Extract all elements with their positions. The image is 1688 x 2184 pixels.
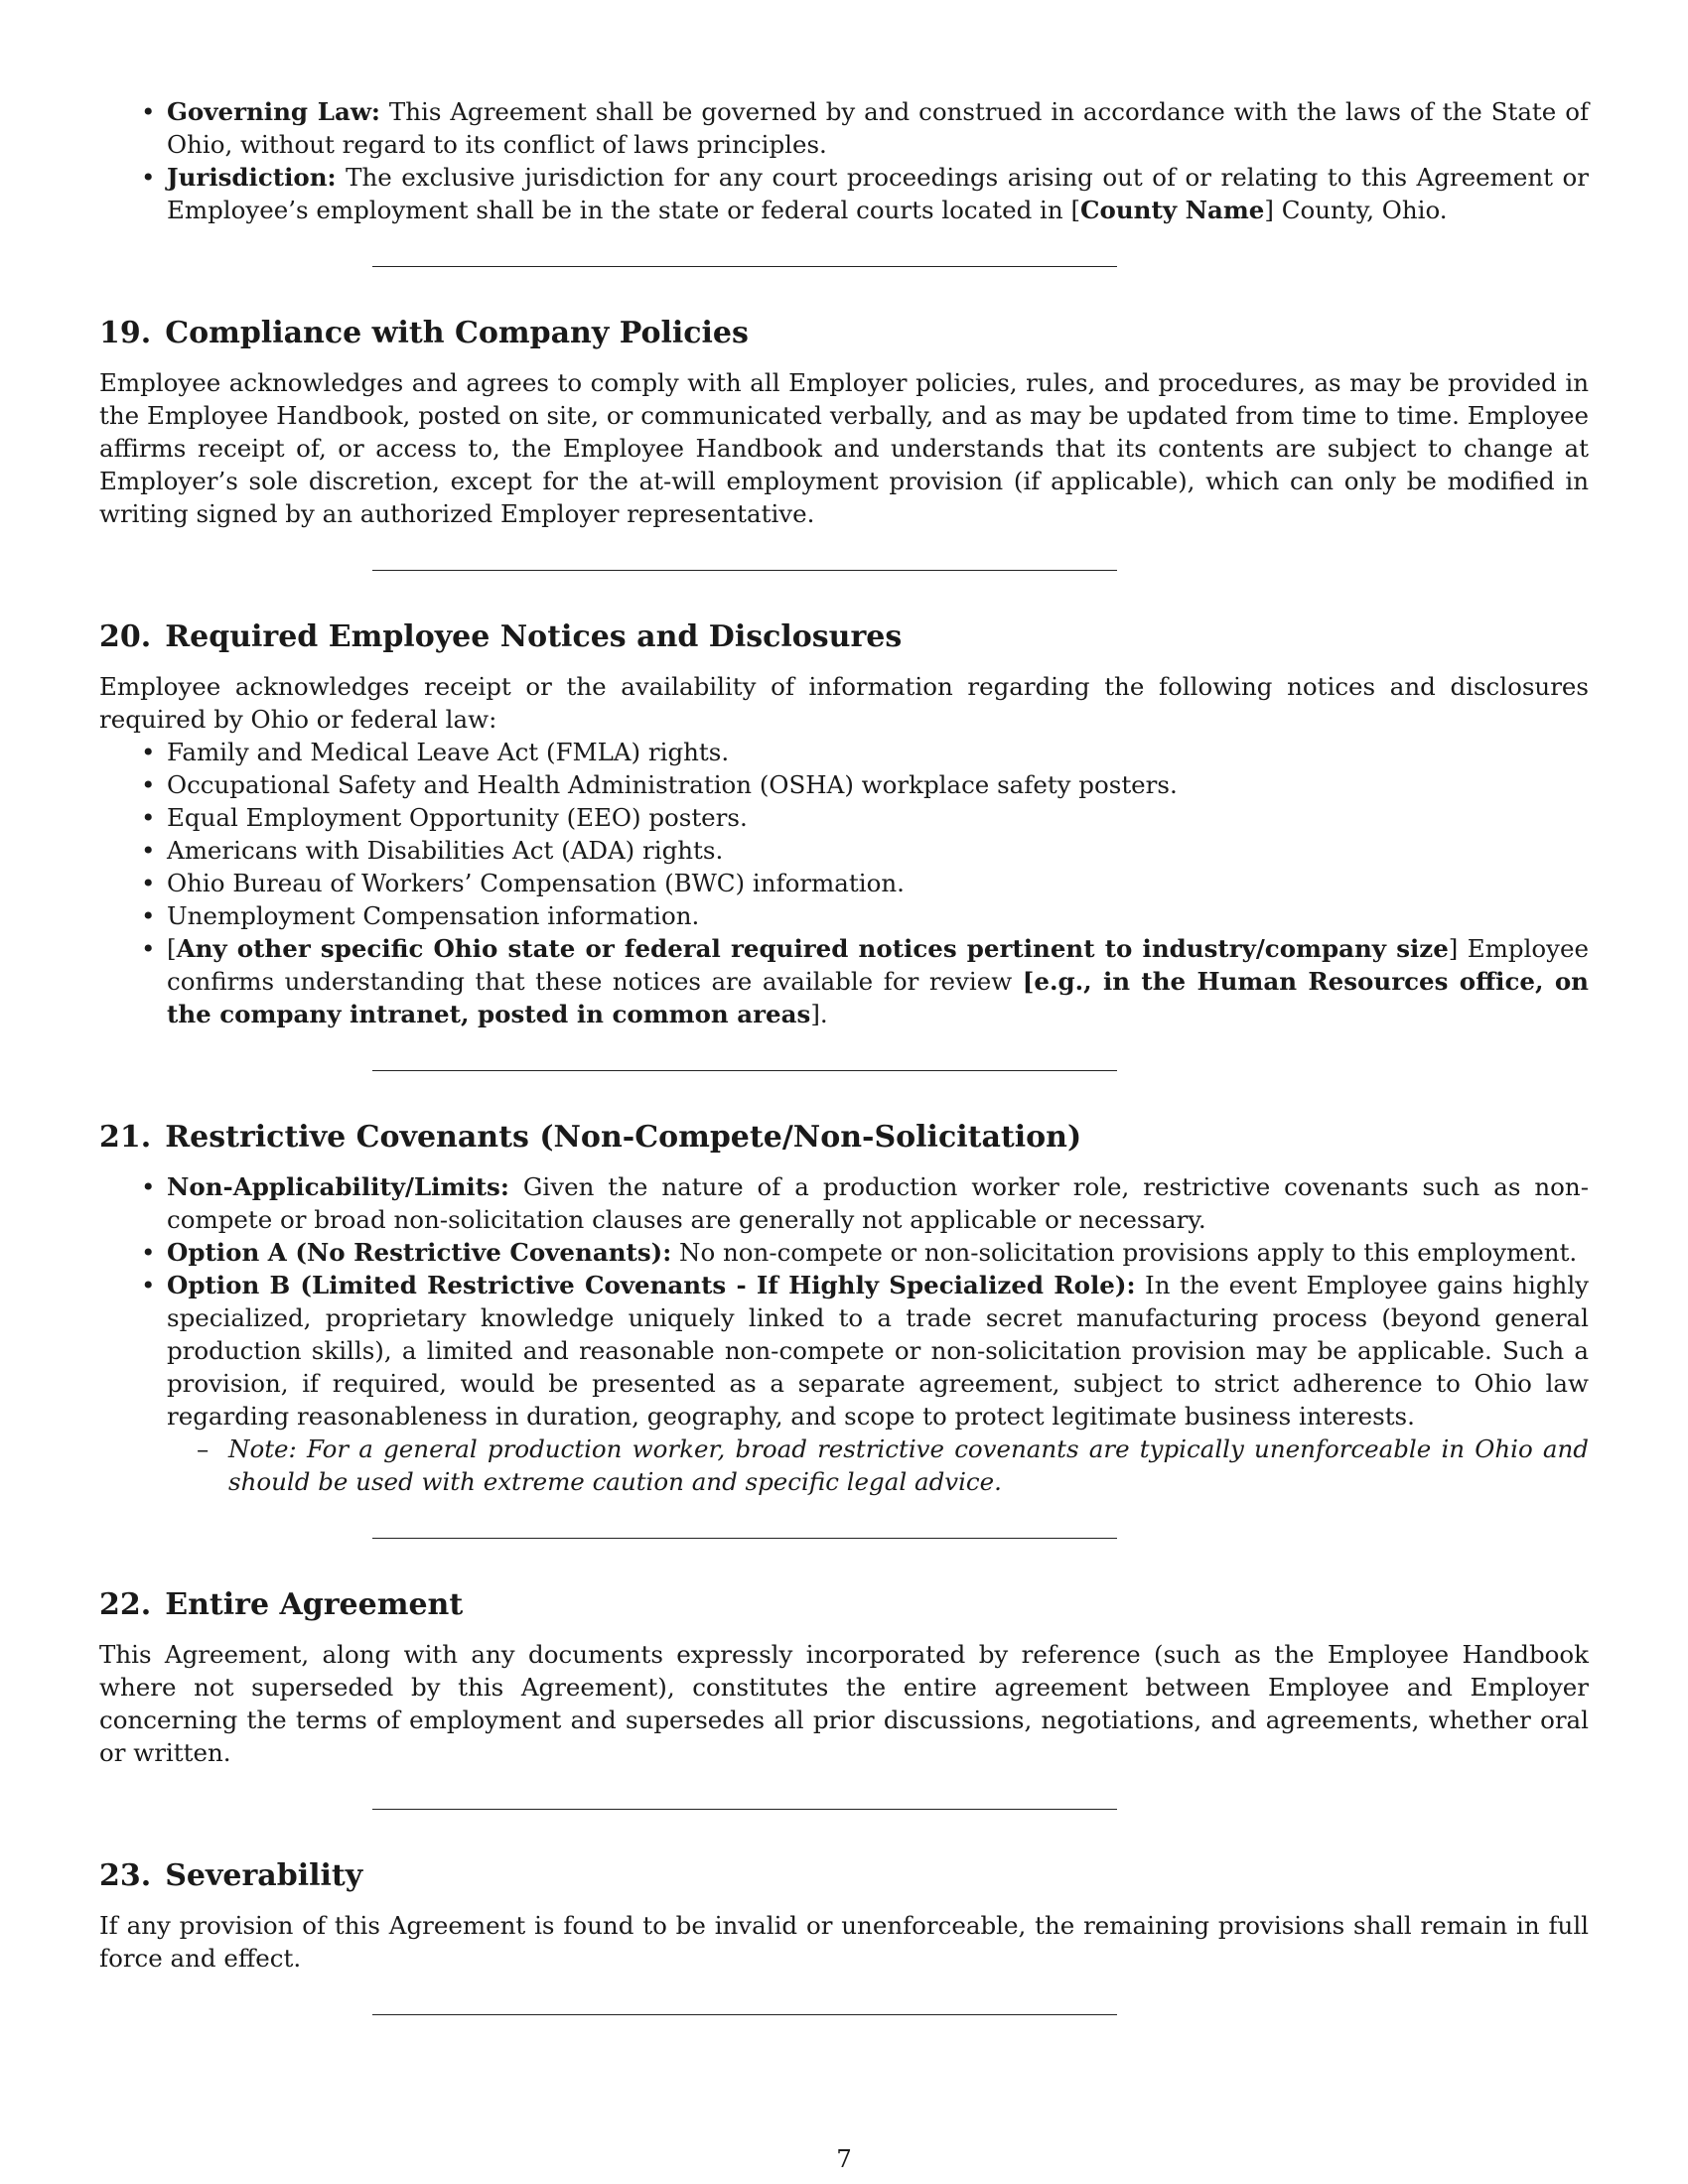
governing-law-text: This Agreement shall be governed by and construed in accordance with the laws of the State of Ohio, without regard to its conflict of laws principles. (167, 97, 1590, 159)
jurisdiction-label: Jurisdiction: (167, 163, 337, 192)
section-number: 23. (99, 1858, 152, 1893)
section-divider (372, 1538, 1117, 1539)
list-item: • Ohio Bureau of Workers’ Compensation (BWC) information. (167, 867, 1589, 899)
covenants-list (99, 1170, 1589, 1498)
jurisdiction-text: The exclusive jurisdiction for any court proceedings arising out of or relating to this Agreement or Employee’s employment shall be in the state or federal courts located in [ (167, 163, 1589, 224)
page-number: 7 (836, 2144, 852, 2173)
section-divider (372, 2014, 1117, 2015)
other-notices-placeholder: Any other specific Ohio state or federal required notices pertinent to industry/company size (176, 934, 1449, 963)
section-title: Required Employee Notices and Disclosures (165, 619, 903, 654)
section-divider (372, 1070, 1117, 1071)
item-text: In the event Employee gains highly specialized, proprietary knowledge uniquely linked to a trade secret manufacturing process (beyond general production skills), a limited and reasonable non-compete or non-solicitation provision may be applicable. Such a provision, if required, would be presented as a separate agreement, subject to strict adherence to Ohio law regarding reasonableness in duration, geography, and scope to protect legitimate business interests. (167, 1271, 1589, 1431)
bracket-open: [ (167, 934, 177, 963)
review-location-placeholder: [e.g., in the Human Resources office, on the company intranet, posted in common areas (167, 967, 1589, 1028)
legal-note: – Note: For a general production worker, broad restrictive covenants are typically unenforceable in Ohio and should be used with extreme caution and specific legal advice. (228, 1433, 1589, 1498)
note-sublist (167, 1433, 1589, 1498)
section-number: 20. (99, 619, 152, 654)
list-item-governing-law (167, 95, 1589, 161)
section-21-heading (99, 1119, 1589, 1157)
bracket-close: ]. (810, 1000, 828, 1028)
list-item: • Unemployment Compensation information. (167, 899, 1589, 932)
jurisdiction-text-end: ] County, Ohio. (1264, 196, 1448, 224)
list-item-non-applicability (167, 1170, 1589, 1236)
governing-law-label: Governing Law: (167, 97, 380, 126)
section-23-body: If any provision of this Agreement is found to be invalid or unenforceable, the remaining provisions shall remain in full force and effect. (99, 1911, 1589, 1973)
section-20-heading (99, 618, 1589, 656)
list-item-other-notices (167, 932, 1589, 1030)
section-22-heading (99, 1586, 1589, 1624)
section-title: Restrictive Covenants (Non-Compete/Non-Solicitation) (165, 1120, 1082, 1155)
list-item: • Family and Medical Leave Act (FMLA) rights. (167, 736, 1589, 768)
list-item: • Americans with Disabilities Act (ADA) rights. (167, 834, 1589, 867)
list-item-option-b (167, 1269, 1589, 1498)
item-label: Option A (No Restrictive Covenants): (167, 1238, 672, 1267)
list-item-jurisdiction (167, 161, 1589, 226)
list-item-option-a (167, 1236, 1589, 1269)
list-item: • Occupational Safety and Health Administration (OSHA) workplace safety posters. (167, 768, 1589, 801)
governing-law-list (99, 95, 1589, 226)
section-19-heading (99, 315, 1589, 352)
section-title: Severability (165, 1858, 363, 1893)
section-19-body: Employee acknowledges and agrees to comply with all Employer policies, rules, and procedures, as may be provided in the Employee Handbook, posted on site, or communicated verbally, and as may be updated from time to time. Employee affirms receipt of, or access to, the Employee Handbook and understands that its contents are subject to change at Employer’s sole discretion, except for the at-will employment provision (if applicable), which can only be modified in writing signed by an authorized Employer representative. (99, 368, 1589, 528)
section-20-intro: Employee acknowledges receipt or the availability of information regarding the following notices and disclosures required by Ohio or federal law: (99, 672, 1589, 734)
county-placeholder: County Name (1080, 196, 1265, 224)
item-label: Option B (Limited Restrictive Covenants - If Highly Specialized Role): (167, 1271, 1136, 1299)
document-page (99, 95, 1589, 2015)
notices-confirmation-text: ] Employee confirms understanding that these notices are available for review (167, 934, 1589, 996)
section-title: Entire Agreement (165, 1587, 464, 1622)
section-title: Compliance with Company Policies (165, 316, 749, 350)
section-divider (372, 1809, 1117, 1810)
section-number: 21. (99, 1120, 152, 1155)
notices-list (99, 736, 1589, 1030)
section-divider (372, 266, 1117, 267)
list-item: • Equal Employment Opportunity (EEO) posters. (167, 801, 1589, 834)
section-number: 19. (99, 316, 152, 350)
section-22-body: This Agreement, along with any documents expressly incorporated by reference (such as the Employee Handbook where not superseded by this Agreement), constitutes the entire agreement between Employee and Employer concerning the terms of employment and supersedes all prior discussions, negotiations, and agreements, whether oral or written. (99, 1640, 1589, 1767)
section-divider (372, 570, 1117, 571)
item-text: Given the nature of a production worker role, restrictive covenants such as non-compete or broad non-solicitation clauses are generally not applicable or necessary. (167, 1172, 1589, 1234)
item-text: No non-compete or non-solicitation provisions apply to this employment. (671, 1238, 1578, 1267)
section-number: 22. (99, 1587, 152, 1622)
section-23-heading (99, 1857, 1589, 1895)
item-label: Non-Applicability/Limits: (167, 1172, 509, 1201)
